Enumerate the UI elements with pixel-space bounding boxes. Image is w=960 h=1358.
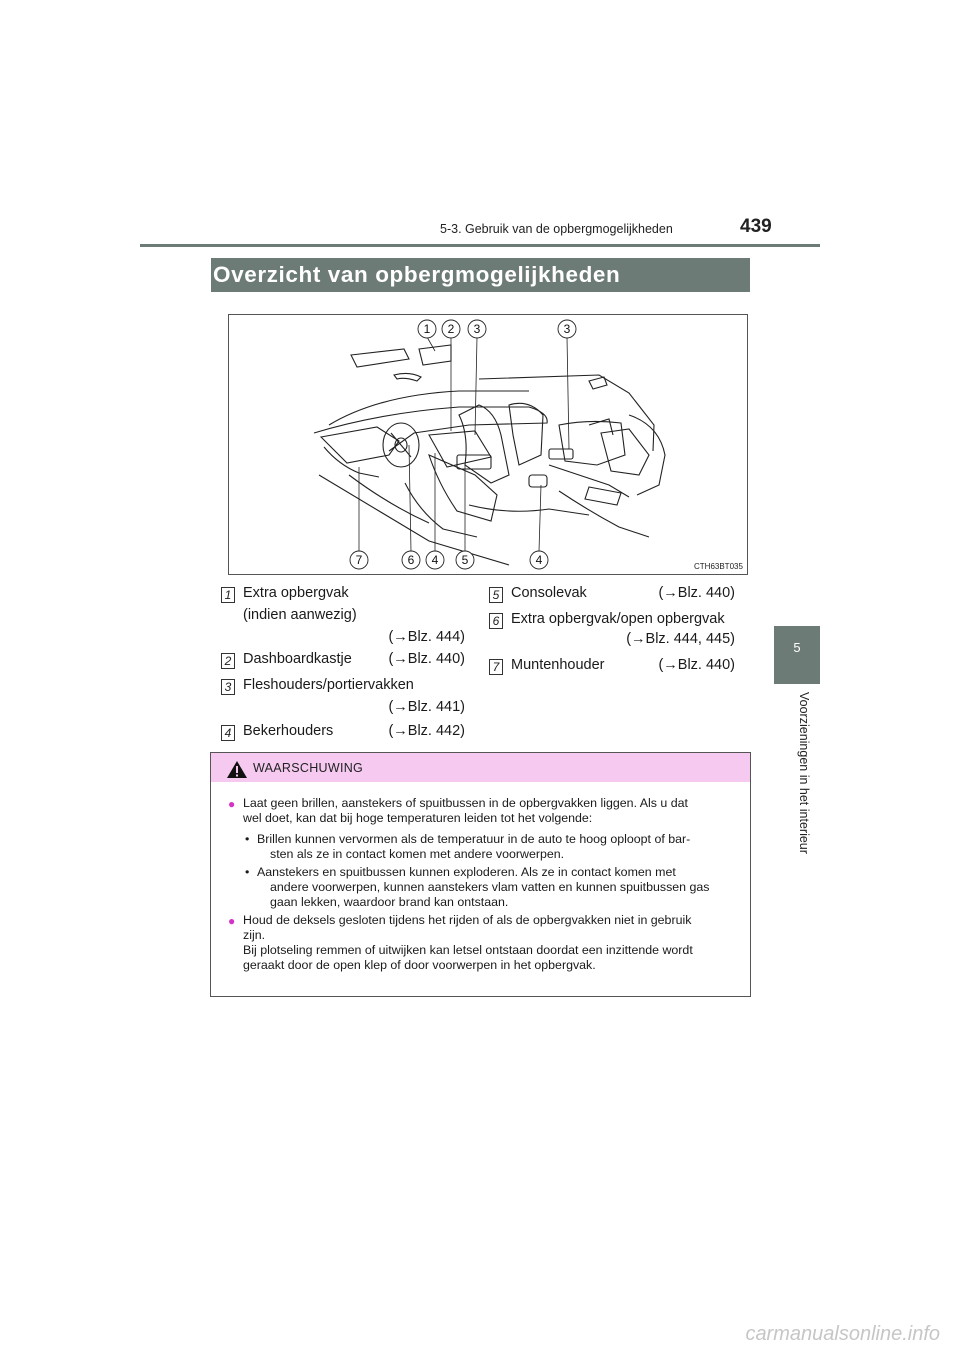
legend-label-6: Extra opbergvak/open opbergvak	[511, 611, 725, 627]
legend-number-7: 7	[489, 659, 503, 675]
legend-label-1: Extra opbergvak	[243, 585, 349, 601]
callout-bottom-1: 7	[355, 553, 363, 567]
warning-sub-1-marker: •	[245, 832, 250, 846]
chapter-tab-number: 5	[793, 640, 801, 655]
legend-ref-1: (→Blz. 444)	[388, 629, 465, 645]
callout-top-3: 3	[473, 322, 481, 336]
callout-top-4: 3	[563, 322, 571, 336]
header-rule	[140, 244, 820, 247]
legend-number-3: 3	[221, 679, 235, 695]
chapter-side-label: Voorzieningen in het interieur	[797, 692, 811, 854]
callout-top-1: 1	[423, 322, 431, 336]
legend-label-4: Bekerhouders	[243, 723, 334, 739]
legend-ref-7: (→Blz. 440)	[658, 657, 735, 673]
warning-bullet-2-marker: ●	[228, 914, 236, 928]
warning-sub-2-marker: •	[245, 865, 250, 879]
warning-title: WAARSCHUWING	[253, 761, 364, 775]
warning-sub-1-line-2: sten als ze in contact komen met andere voorwerpen.	[270, 847, 565, 861]
interior-figure	[228, 314, 748, 575]
legend-label-2: Dashboardkastje	[243, 651, 352, 667]
legend-label-1-extra: (indien aanwezig)	[243, 607, 357, 623]
legend-number-6: 6	[489, 613, 503, 629]
warning-bullet-2-line-2: zijn.	[243, 928, 266, 942]
legend-ref-3: (→Blz. 441)	[388, 699, 465, 715]
warning-sub-2-line-1: Aanstekers en spuitbussen kunnen exploderen. Als ze in contact komen met	[257, 865, 676, 879]
legend-number-1: 1	[221, 587, 235, 603]
warning-bullet-1-line-1: Laat geen brillen, aanstekers of spuitbussen in de opbergvakken liggen. Als u dat	[243, 796, 688, 810]
legend-number-4: 4	[221, 725, 235, 741]
warning-sub-1-line-1: Brillen kunnen vervormen als de temperatuur in de auto te hoog oploopt of bar-	[257, 832, 691, 846]
callout-top-2: 2	[447, 322, 455, 336]
page-number: 439	[740, 216, 772, 237]
warning-bullet-2-line-1: Houd de deksels gesloten tijdens het rijden of als de opbergvakken niet in gebruik	[243, 913, 692, 927]
section-banner-title: Overzicht van opbergmogelijkheden	[213, 262, 621, 287]
callout-bottom-3: 4	[431, 553, 439, 567]
chapter-tab	[774, 626, 820, 684]
warning-bullet-2-line-3: Bij plotseling remmen of uitwijken kan letsel ontstaan doordat een inzittende wordt	[243, 943, 693, 957]
legend-ref-6: (→Blz. 444, 445)	[626, 631, 735, 647]
legend-label-3: Fleshouders/portiervakken	[243, 677, 414, 693]
warning-triangle-icon	[226, 760, 248, 784]
warning-bullet-2-line-4: geraakt door de open klep of door voorwerpen in het opbergvak.	[243, 958, 596, 972]
callout-bottom-4: 5	[461, 553, 469, 567]
legend-ref-2: (→Blz. 440)	[388, 651, 465, 667]
warning-sub-2-line-2: andere voorwerpen, kunnen aanstekers vlam vatten en kunnen spuitbussen gas	[270, 880, 710, 894]
legend-ref-4: (→Blz. 442)	[388, 723, 465, 739]
site-watermark: carmanualsonline.info	[745, 1323, 940, 1345]
legend-label-7: Muntenhouder	[511, 657, 605, 673]
legend-number-2: 2	[221, 653, 235, 669]
warning-bullet-1-line-2: wel doet, kan dat bij hoge temperaturen leiden tot het volgende:	[243, 811, 593, 825]
warning-sub-2-line-3: gaan lekken, waardoor brand kan ontstaan.	[270, 895, 509, 909]
callout-bottom-2: 6	[407, 553, 415, 567]
interior-illustration	[229, 315, 749, 576]
warning-bullet-1-marker: ●	[228, 797, 236, 811]
callout-bottom-5: 4	[535, 553, 543, 567]
legend-label-5: Consolevak	[511, 585, 587, 601]
figure-code: CTH63BT035	[694, 562, 743, 571]
section-title: 5-3. Gebruik van de opbergmogelijkheden	[440, 222, 673, 236]
legend-number-5: 5	[489, 587, 503, 603]
legend-ref-5: (→Blz. 440)	[658, 585, 735, 601]
